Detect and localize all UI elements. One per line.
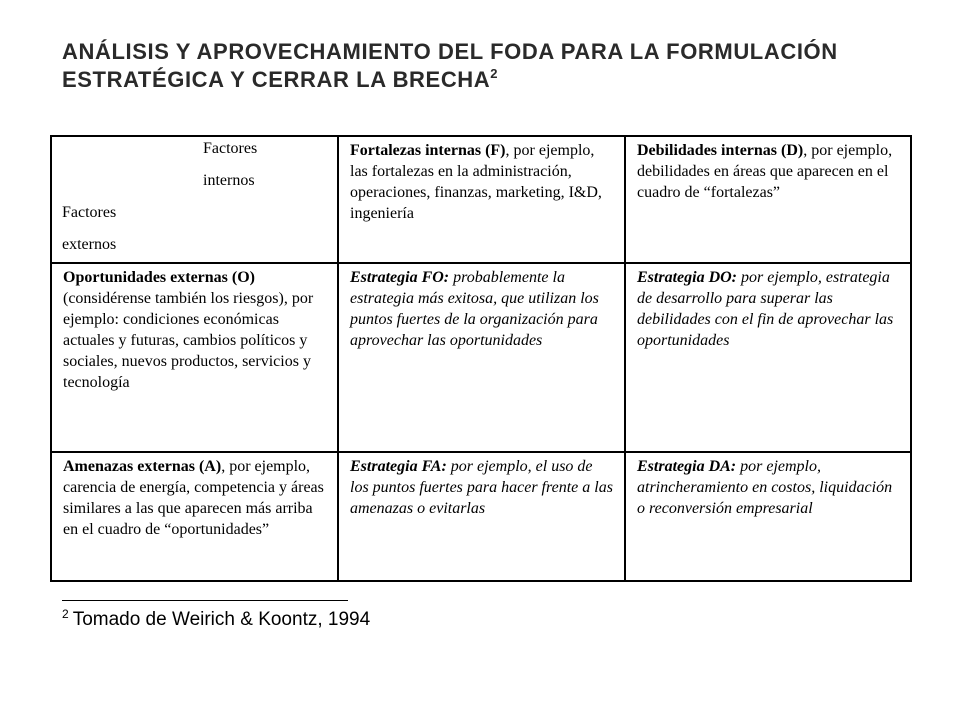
strengths-label: Fortalezas internas (F) [350,142,506,159]
corner-cell [51,136,338,263]
fo-strategy-label: Estrategia FO: [350,269,450,286]
opportunities-header-cell [51,263,338,452]
page-title [62,38,942,94]
title-line-2 [62,66,942,94]
da-strategy-cell [625,452,911,581]
strengths-text: , por ejemplo, las fortalezas en la administración, operaciones, finanzas, marketing, I&D, ingeniería [350,142,602,222]
opportunities-text: (considérense también los riesgos), por ejemplo: condiciones económicas actuales y futuras, cambios políticos y sociales, nuevos productos, servicios y tecnología [63,290,314,391]
corner-external-word-1: Factores [62,204,117,221]
footnote-divider [62,600,348,601]
corner-internal-word-1: Factores [203,140,258,157]
foda-matrix-table [50,135,912,582]
do-strategy-text: por ejemplo, estrategia de desarrollo para superar las debilidades con el fin de aprovechar las oportunidades [637,269,894,349]
threats-text: , por ejemplo, carencia de energía, competencia y áreas similares a las que aparecen más arriba en el cuadro de “oportunidades” [63,458,324,538]
do-strategy-label: Estrategia DO: [637,269,737,286]
footnote-ref: 2 [62,607,69,621]
footnote [62,608,370,632]
fa-strategy-text: por ejemplo, el uso de los puntos fuertes para hacer frente a las amenazas o evitarlas [350,458,613,517]
da-strategy-label: Estrategia DA: [637,458,737,475]
fo-strategy-text: probablemente la estrategia más exitosa, que utilizan los puntos fuertes de la organización para aprovechar las oportunidades [350,269,599,349]
table-row-header [51,136,911,263]
fa-strategy-cell [338,452,625,581]
opportunities-label: Oportunidades externas (O) [63,269,255,286]
title-footnote-ref: 2 [490,66,499,81]
weaknesses-header-cell [625,136,911,263]
fa-strategy-label: Estrategia FA: [350,458,447,475]
weaknesses-label: Debilidades internas (D) [637,142,804,159]
weaknesses-text: , por ejemplo, debilidades en áreas que aparecen en el cuadro de “fortalezas” [637,142,893,201]
corner-internal-word-2: internos [203,172,255,189]
threats-label: Amenazas externas (A) [63,458,222,475]
fo-strategy-cell [338,263,625,452]
table-row-threats [51,452,911,581]
strengths-header-cell [338,136,625,263]
footnote-text: Tomado de Weirich & Koontz, 1994 [72,609,371,630]
threats-header-cell [51,452,338,581]
corner-external-word-2: externos [62,236,117,253]
table-row-opportunities [51,263,911,452]
do-strategy-cell [625,263,911,452]
title-line-2-text: ESTRATÉGICA Y CERRAR LA BRECHA [62,67,491,92]
title-line-1: ANÁLISIS Y APROVECHAMIENTO DEL FODA PARA LA FORMULACIÓN [62,39,838,64]
da-strategy-text: por ejemplo, atrincheramiento en costos, liquidación o reconversión empresarial [637,458,893,517]
